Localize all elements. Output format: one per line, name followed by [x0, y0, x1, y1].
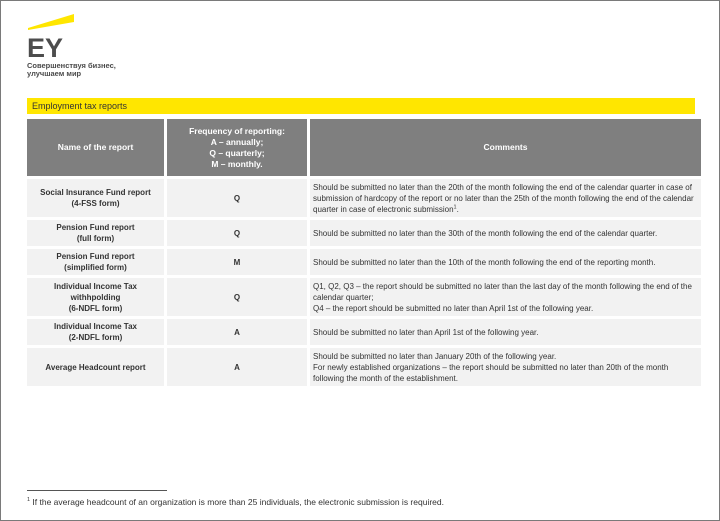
table-row	[27, 179, 701, 217]
logo-tagline	[27, 62, 137, 78]
ey-logo	[27, 13, 127, 83]
table-row	[27, 249, 701, 275]
report-name-cell	[27, 249, 164, 275]
footnote-divider	[27, 490, 167, 491]
table-row	[27, 319, 701, 345]
comments-cell	[310, 319, 701, 345]
report-name-line: Pension Fund report	[56, 223, 135, 232]
comment-text: Should be submitted no later than the 30th of the month following the end of the calendar quarter.	[313, 228, 658, 238]
ey-logo-mark-icon	[27, 13, 75, 58]
report-name-line: (simplified form)	[64, 263, 127, 272]
section-title-bar	[27, 98, 695, 114]
comments-cell	[310, 179, 701, 217]
comment-text: Should be submitted no later than the 10th of the month following the end of the reporting month.	[313, 257, 656, 267]
comments-cell	[310, 348, 701, 386]
report-name-line: Social Insurance Fund report	[40, 188, 151, 197]
report-name-cell	[27, 319, 164, 345]
comment-line	[313, 228, 697, 239]
header-frequency-line: Frequency of reporting:	[189, 125, 285, 136]
report-name-line: withhpolding	[70, 292, 121, 302]
comment-tail: .	[456, 204, 459, 214]
report-name-line: (2-NDFL form)	[68, 333, 123, 342]
report-name-cell	[27, 278, 164, 316]
section-title: Employment tax reports	[32, 101, 128, 111]
comment-text: Should be submitted no later than January 20th of the following year.	[313, 351, 557, 361]
comment-line	[313, 281, 697, 303]
table-row	[27, 348, 701, 386]
frequency-cell: Q	[167, 220, 307, 246]
employment-tax-reports-table	[24, 116, 704, 389]
header-frequency	[167, 119, 307, 176]
footnote-marker: 1	[27, 497, 31, 504]
footnote-text: If the average headcount of an organization is more than 25 individuals, the electronic submission is required.	[30, 497, 444, 507]
report-name-cell	[27, 179, 164, 217]
comment-line	[313, 351, 697, 362]
report-name-line: Individual Income Tax	[54, 281, 137, 291]
report-name-line: (6-NDFL form)	[68, 303, 123, 313]
logo-text: EY	[27, 33, 64, 58]
report-name-line: Pension Fund report	[56, 252, 135, 261]
comment-line	[313, 257, 697, 268]
report-name-cell	[27, 220, 164, 246]
header-name: Name of the report	[27, 119, 164, 176]
comment-text: Should be submitted no later than the 20th of the month following the end of the calendar quarter in case of submission of hardcopy of the report or no later than the 25th of the month following the end of the calendar quarter in case of electronic submission	[313, 182, 694, 214]
logo-tagline-line1: Совершенствуя бизнес,	[27, 61, 116, 70]
comment-text: Should be submitted no later than April 1st of the following year.	[313, 327, 539, 337]
comment-line	[313, 327, 697, 338]
table-row	[27, 220, 701, 246]
comment-line	[313, 182, 697, 215]
frequency-cell: Q	[167, 278, 307, 316]
report-name-cell	[27, 348, 164, 386]
comments-cell	[310, 220, 701, 246]
table-row	[27, 278, 701, 316]
table-header-row	[27, 119, 701, 176]
header-frequency-line: M – monthly.	[211, 158, 263, 169]
header-frequency-line: Q – quarterly;	[209, 147, 265, 158]
comment-line	[313, 362, 697, 384]
comments-cell	[310, 249, 701, 275]
report-name-line: Average Headcount report	[45, 362, 146, 372]
frequency-cell: Q	[167, 179, 307, 217]
header-comments: Comments	[310, 119, 701, 176]
comment-text: Q4 – the report should be submitted no later than April 1st of the following year.	[313, 303, 594, 313]
footnote	[27, 497, 707, 508]
comment-text: Q1, Q2, Q3 – the report should be submitted no later than the last day of the month following the end of the calendar quarter;	[313, 281, 692, 302]
comment-text: For newly established organizations – the report should be submitted no later than 20th of the month following the month of the establishment.	[313, 362, 669, 383]
frequency-cell: M	[167, 249, 307, 275]
report-name-line: (4-FSS form)	[71, 199, 120, 208]
frequency-cell: A	[167, 348, 307, 386]
footnote-reference: 1	[453, 203, 457, 210]
frequency-cell: A	[167, 319, 307, 345]
report-name-line: Individual Income Tax	[54, 322, 137, 331]
logo-tagline-line2: улучшаем мир	[27, 69, 82, 78]
comments-cell	[310, 278, 701, 316]
report-name-line: (full form)	[76, 234, 115, 243]
header-frequency-line: A – annually;	[210, 136, 264, 147]
comment-line	[313, 303, 697, 314]
